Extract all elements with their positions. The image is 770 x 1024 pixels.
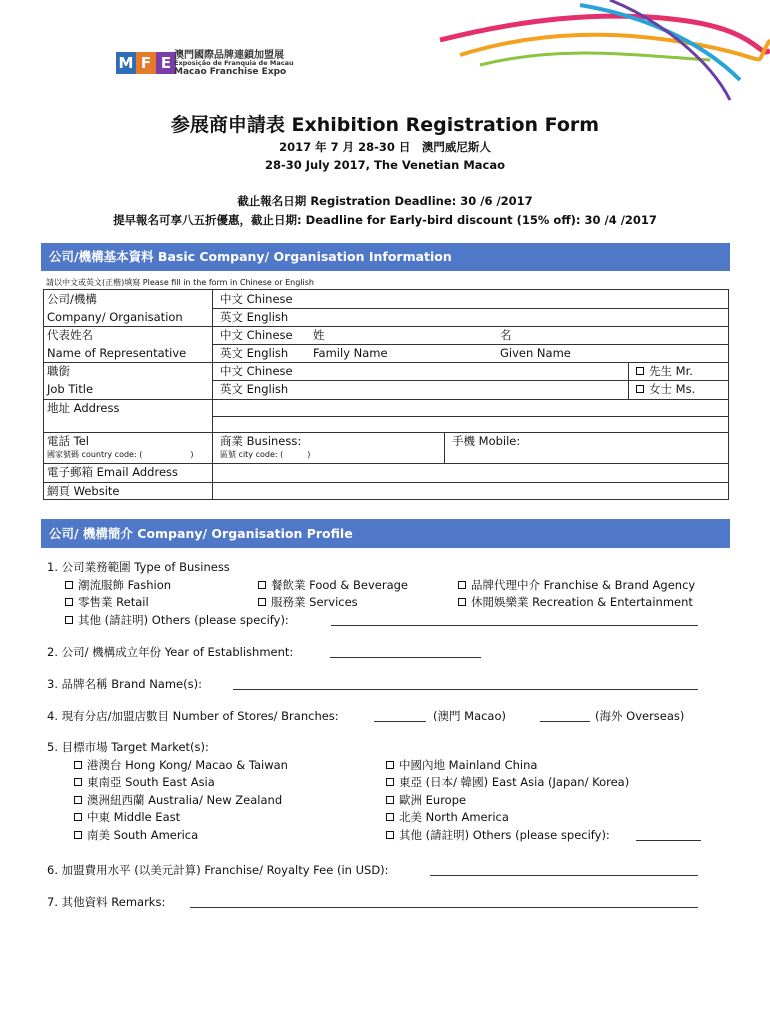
option-label: 歐洲 Europe <box>399 793 467 807</box>
address-field[interactable] <box>220 400 720 430</box>
checkbox-icon[interactable] <box>258 598 266 606</box>
event-date-cn: 2017 年 7 月 28-30 日 澳門威尼斯人 <box>279 140 491 154</box>
option-retail[interactable] <box>65 594 149 610</box>
q5-target-markets: 5. 目標市場 Target Market(s): <box>47 740 209 754</box>
city-code-label[interactable]: 區號 city code: ( ) <box>220 450 311 459</box>
email-label: 電子郵箱 Email Address <box>47 465 179 479</box>
q6-franchise-fee: 6. 加盟費用水平 (以美元計算) Franchise/ Royalty Fee (in USD): <box>47 863 389 877</box>
market-south-america[interactable] <box>74 827 198 843</box>
checkbox-icon[interactable] <box>74 831 82 839</box>
address-label: 地址 Address <box>47 401 120 415</box>
checkbox-icon[interactable] <box>636 367 644 375</box>
job-title-label-cn: 職銜 <box>47 364 70 378</box>
stores-overseas-line[interactable] <box>540 721 590 722</box>
checkbox-icon[interactable] <box>65 581 73 589</box>
business-phone-label[interactable]: 商業 Business: <box>220 434 302 448</box>
tel-label: 電話 Tel <box>47 434 89 448</box>
option-label: 其他 (請註明) Others (please specify): <box>399 828 610 842</box>
logo-letter-e: E <box>156 52 176 74</box>
q7-remarks: 7. 其他資料 Remarks: <box>47 895 166 909</box>
checkbox-icon[interactable] <box>386 831 394 839</box>
q4-macao-label: (澳門 Macao) <box>433 709 507 723</box>
job-title-label-en: Job Title <box>47 382 94 396</box>
rep-label-cn: 代表姓名 <box>47 328 93 342</box>
market-south-east-asia[interactable] <box>74 774 215 790</box>
option-label: 中國內地 Mainland China <box>399 758 538 772</box>
company-label-cn: 公司/機構 <box>47 292 97 306</box>
market-middle-east[interactable] <box>74 809 180 825</box>
option-label: 東亞 (日本/ 韓國) East Asia (Japan/ Korea) <box>399 775 630 789</box>
option-label: 澳洲紐西蘭 Australia/ New Zealand <box>87 793 283 807</box>
option-label: 零售業 Retail <box>78 595 149 609</box>
mr-checkbox[interactable] <box>636 363 693 379</box>
market-hk-macao-taiwan[interactable] <box>74 757 288 773</box>
year-established-line[interactable] <box>330 657 481 658</box>
q1-type-of-business: 1. 公司業務範圍 Type of Business <box>47 560 230 574</box>
option-label: 餐飲業 Food & Beverage <box>271 578 409 592</box>
page-title: 参展商申請表 Exhibition Registration Form <box>170 114 600 136</box>
website-label: 網頁 Website <box>47 484 120 498</box>
logo-text-en: Macao Franchise Expo <box>174 67 287 77</box>
checkbox-icon[interactable] <box>74 761 82 769</box>
rep-family-name-label: Family Name <box>313 346 388 360</box>
option-label: 港澳台 Hong Kong/ Macao & Taiwan <box>87 758 288 772</box>
logo-letter-f: F <box>136 52 156 74</box>
brand-names-line[interactable] <box>233 689 698 690</box>
q3-brand-names: 3. 品牌名稱 Brand Name(s): <box>47 677 202 691</box>
option-fashion[interactable] <box>65 577 171 593</box>
option-label: 潮流服飾 Fashion <box>78 578 172 592</box>
checkbox-icon[interactable] <box>74 813 82 821</box>
rep-given-name-label: Given Name <box>500 346 571 360</box>
country-code-label[interactable]: 國家號碼 country code: ( ) <box>47 450 194 459</box>
option-label: 品牌代理中介 Franchise & Brand Agency <box>471 578 696 592</box>
section-basic-info-header: 公司/機構基本資料 Basic Company/ Organisation Information <box>41 243 730 271</box>
company-english-field[interactable]: 英文 English <box>220 310 289 324</box>
rep-english-field[interactable]: 英文 English <box>220 346 289 360</box>
ms-checkbox[interactable] <box>636 381 695 397</box>
option-label: 其他 (請註明) Others (please specify): <box>78 613 289 627</box>
section-profile-header: 公司/ 機構簡介 Company/ Organisation Profile <box>41 519 730 548</box>
logo-text-pt: Exposição de Franquia de Macau <box>174 59 294 67</box>
logo-letter-m: M <box>116 52 136 74</box>
checkbox-icon[interactable] <box>258 581 266 589</box>
option-food-beverage[interactable] <box>258 577 408 593</box>
option-services[interactable] <box>258 594 358 610</box>
rep-chinese-field[interactable]: 中文 Chinese <box>220 328 293 342</box>
option-label: 休閒娛樂業 Recreation & Entertainment <box>471 595 693 609</box>
logo-text-cn: 澳門國際品牌連鎖加盟展 <box>174 50 284 61</box>
market-mainland-china[interactable] <box>386 757 537 773</box>
rep-given-cn: 名 <box>500 328 512 342</box>
job-title-english-field[interactable]: 英文 English <box>220 382 289 396</box>
q4-overseas-label: (海外 Overseas) <box>595 709 685 723</box>
job-title-chinese-field[interactable]: 中文 Chinese <box>220 364 293 378</box>
option-franchise-agency[interactable] <box>458 577 695 593</box>
market-others[interactable] <box>386 827 610 843</box>
basic-info-table <box>43 289 729 500</box>
market-north-america[interactable] <box>386 809 509 825</box>
option-label: 北美 North America <box>399 810 509 824</box>
company-label-en: Company/ Organisation <box>47 310 183 324</box>
fill-instruction: 請以中文或英文(正楷)填寫 Please fill in the form in Chinese or English <box>46 278 314 287</box>
rep-label-en: Name of Representative <box>47 346 187 360</box>
q2-year-established: 2. 公司/ 機構成立年份 Year of Establishment: <box>47 645 294 659</box>
email-field[interactable] <box>220 464 720 480</box>
market-australia-nz[interactable] <box>74 792 282 808</box>
option-label: 南美 South America <box>87 828 199 842</box>
checkbox-icon[interactable] <box>386 761 394 769</box>
option-label: 服務業 Services <box>271 595 358 609</box>
stores-macao-line[interactable] <box>374 721 426 722</box>
mr-label: 先生 Mr. <box>649 364 693 378</box>
website-field[interactable] <box>220 483 720 499</box>
checkbox-icon[interactable] <box>386 813 394 821</box>
event-date-en: 28-30 July 2017, The Venetian Macao <box>264 158 506 172</box>
q4-number-of-stores: 4. 現有分店/加盟店數目 Number of Stores/ Branches: <box>47 709 339 723</box>
option-label: 東南亞 South East Asia <box>87 775 215 789</box>
checkbox-icon[interactable] <box>458 598 466 606</box>
checkbox-icon[interactable] <box>74 778 82 786</box>
option-others[interactable] <box>65 612 289 628</box>
market-europe[interactable] <box>386 792 466 808</box>
checkbox-icon[interactable] <box>458 581 466 589</box>
market-others-line[interactable] <box>636 840 701 841</box>
checkbox-icon[interactable] <box>65 616 73 624</box>
mobile-label[interactable]: 手機 Mobile: <box>452 434 521 448</box>
market-east-asia[interactable] <box>386 774 629 790</box>
checkbox-icon[interactable] <box>386 778 394 786</box>
rep-surname-cn: 姓 <box>313 328 325 342</box>
remarks-line[interactable] <box>190 907 698 908</box>
ms-label: 女士 Ms. <box>649 382 696 396</box>
checkbox-icon[interactable] <box>74 796 82 804</box>
company-chinese-field[interactable]: 中文 Chinese <box>220 292 293 306</box>
checkbox-icon[interactable] <box>636 385 644 393</box>
checkbox-icon[interactable] <box>65 598 73 606</box>
others-specify-line[interactable] <box>331 625 698 626</box>
option-label: 中東 Middle East <box>87 810 181 824</box>
option-recreation[interactable] <box>458 594 693 610</box>
franchise-fee-line[interactable] <box>430 875 698 876</box>
checkbox-icon[interactable] <box>386 796 394 804</box>
early-bird-deadline: 提早報名可享八五折優惠，截止日期: Deadline for Early-bird discount (15% off): 30 /4 /2017 <box>113 213 657 227</box>
header-swirl-graphic <box>380 0 770 110</box>
registration-deadline: 截止報名日期 Registration Deadline: 30 /6 /2017 <box>237 194 533 208</box>
